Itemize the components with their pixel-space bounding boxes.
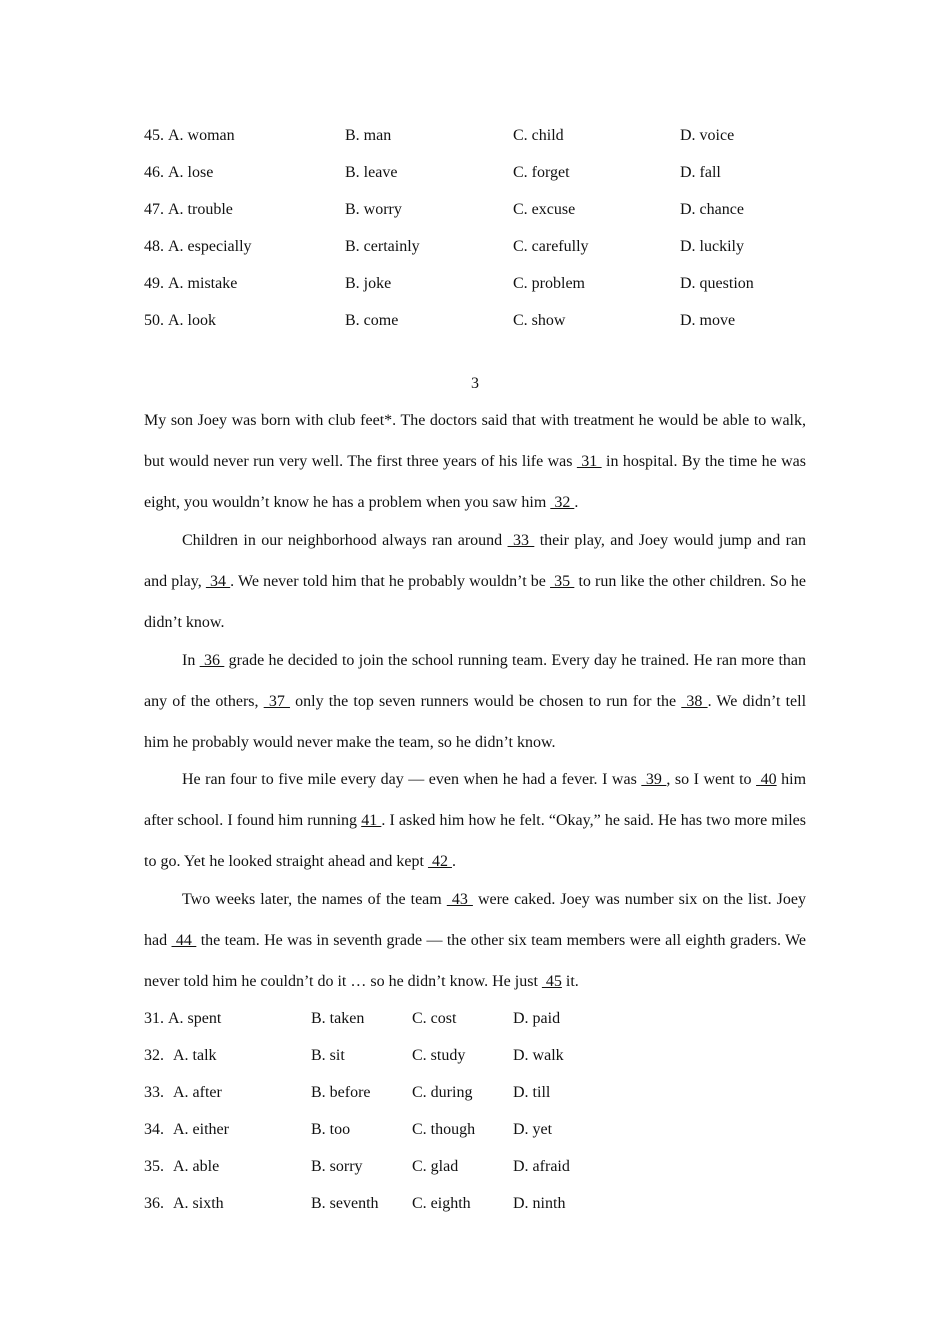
blank-32: 32 — [550, 494, 575, 511]
question-number: 34. — [144, 1121, 164, 1138]
blank-42: 42 — [427, 853, 452, 870]
passage-text: My son Joey was born with club feet*. The doctors said that with treatment he would be able to walk, but would never run very well. The first three years of his life was — [144, 412, 806, 470]
question-number: 31. — [144, 1010, 164, 1027]
blank-35: 35 — [550, 573, 575, 590]
question-number: 46. — [144, 164, 164, 181]
option-c: C. excuse — [513, 201, 576, 218]
option-a: A. spent — [168, 1010, 222, 1027]
passage-text: only the top seven runners would be chosen to run for the — [289, 693, 682, 710]
question-number: 47. — [144, 201, 164, 218]
blank-43: 43 — [446, 891, 473, 908]
passage-text: . We never told him that he probably wouldn’t be — [230, 573, 551, 590]
option-b: B. joke — [345, 275, 392, 292]
option-c: C. carefully — [513, 238, 589, 255]
passage-text: to run like the other children. So he didn’t know. — [144, 573, 807, 631]
option-a: A. mistake — [168, 275, 238, 292]
section-number: 3 — [471, 375, 479, 392]
passage-text: grade he decided to join the school running team. Every day he trained. He ran more than any of the others, — [144, 652, 807, 710]
option-c: C. problem — [513, 275, 585, 292]
passage-text: , so I went to — [666, 771, 757, 788]
passage-paragraph-4 — [144, 759, 806, 882]
option-d: D. afraid — [513, 1158, 570, 1175]
question-number: 33. — [144, 1084, 164, 1101]
question-number: 50. — [144, 312, 164, 329]
passage-text: . I asked him how he felt. “Okay,” he said. He has two more miles to go. Yet he looked straight ahead and kept — [144, 812, 807, 870]
question-number: 32. — [144, 1047, 164, 1064]
option-b: B. leave — [345, 164, 398, 181]
passage-text: . We didn’t tell him he probably would never make the team, so he didn’t know. — [144, 693, 807, 751]
passage-text: In — [182, 652, 200, 669]
option-b: B. worry — [345, 201, 402, 218]
passage-text: Two weeks later, the names of the team — [182, 891, 447, 908]
blank-41: 41 — [361, 812, 382, 829]
blank-37: 37 — [263, 693, 290, 710]
option-a: A. talk — [173, 1047, 217, 1064]
passage-paragraph-3 — [144, 640, 806, 763]
option-d: D. fall — [680, 164, 721, 181]
option-c: C. cost — [412, 1010, 457, 1027]
option-a: A. woman — [168, 127, 235, 144]
option-a: A. look — [168, 312, 216, 329]
blank-38: 38 — [681, 693, 708, 710]
passage-text: the team. He was in seventh grade — the other six team members were all eighth graders. We never told him he couldn’t do it … so he didn’t know. He just — [144, 932, 807, 990]
option-c: C. eighth — [412, 1195, 471, 1212]
blank-45: 45 — [541, 973, 562, 990]
option-b: B. man — [345, 127, 392, 144]
option-b: B. taken — [311, 1010, 365, 1027]
blank-36: 36 — [199, 652, 225, 669]
option-a: A. sixth — [173, 1195, 224, 1212]
option-d: D. move — [680, 312, 736, 329]
option-d: D. ninth — [513, 1195, 566, 1212]
passage-text: Children in our neighborhood always ran around — [182, 532, 508, 549]
option-c: C. though — [412, 1121, 476, 1138]
option-b: B. before — [311, 1084, 371, 1101]
option-a: A. lose — [168, 164, 214, 181]
option-d: D. paid — [513, 1010, 561, 1027]
option-a: A. trouble — [168, 201, 233, 218]
option-d: D. voice — [680, 127, 735, 144]
blank-40: 40 — [756, 771, 777, 788]
option-b: B. sorry — [311, 1158, 363, 1175]
option-c: C. glad — [412, 1158, 459, 1175]
option-c: C. during — [412, 1084, 473, 1101]
question-number: 35. — [144, 1158, 164, 1175]
passage-paragraph-5 — [144, 879, 806, 1002]
option-d: D. till — [513, 1084, 551, 1101]
option-b: B. certainly — [345, 238, 420, 255]
option-c: C. study — [412, 1047, 466, 1064]
passage-text: him after school. I found him running — [144, 771, 807, 829]
option-b: B. too — [311, 1121, 351, 1138]
question-number: 36. — [144, 1195, 164, 1212]
option-b: B. sit — [311, 1047, 345, 1064]
question-number: 45. — [144, 127, 164, 144]
option-d: D. question — [680, 275, 754, 292]
passage-text: in hospital. By the time he was eight, you wouldn’t know he has a problem when you saw him — [144, 453, 807, 511]
passage-paragraph-1 — [144, 400, 806, 523]
option-c: C. child — [513, 127, 564, 144]
option-d: D. yet — [513, 1121, 553, 1138]
option-b: B. seventh — [311, 1195, 379, 1212]
blank-33: 33 — [507, 532, 535, 549]
option-d: D. chance — [680, 201, 744, 218]
option-d: D. luckily — [680, 238, 744, 255]
passage-text: . — [574, 494, 579, 511]
blank-39: 39 — [641, 771, 667, 788]
option-a: A. especially — [168, 238, 252, 255]
passage-paragraph-2 — [144, 520, 806, 643]
option-c: C. forget — [513, 164, 570, 181]
blank-44: 44 — [171, 932, 197, 949]
passage-text: their play, and Joey would jump and ran and play, — [144, 532, 806, 590]
passage-text: He ran four to five mile every day — even when he had a fever. I was — [182, 771, 642, 788]
passage-text: were caked. Joey was number six on the list. Joey had — [144, 891, 806, 949]
option-b: B. come — [345, 312, 399, 329]
blank-34: 34 — [205, 573, 231, 590]
question-number: 48. — [144, 238, 164, 255]
option-a: A. either — [173, 1121, 229, 1138]
option-a: A. after — [173, 1084, 222, 1101]
option-d: D. walk — [513, 1047, 564, 1064]
passage-text: it. — [561, 973, 579, 990]
option-c: C. show — [513, 312, 566, 329]
passage-text: . — [451, 853, 456, 870]
question-number: 49. — [144, 275, 164, 292]
option-a: A. able — [173, 1158, 220, 1175]
blank-31: 31 — [576, 453, 602, 470]
